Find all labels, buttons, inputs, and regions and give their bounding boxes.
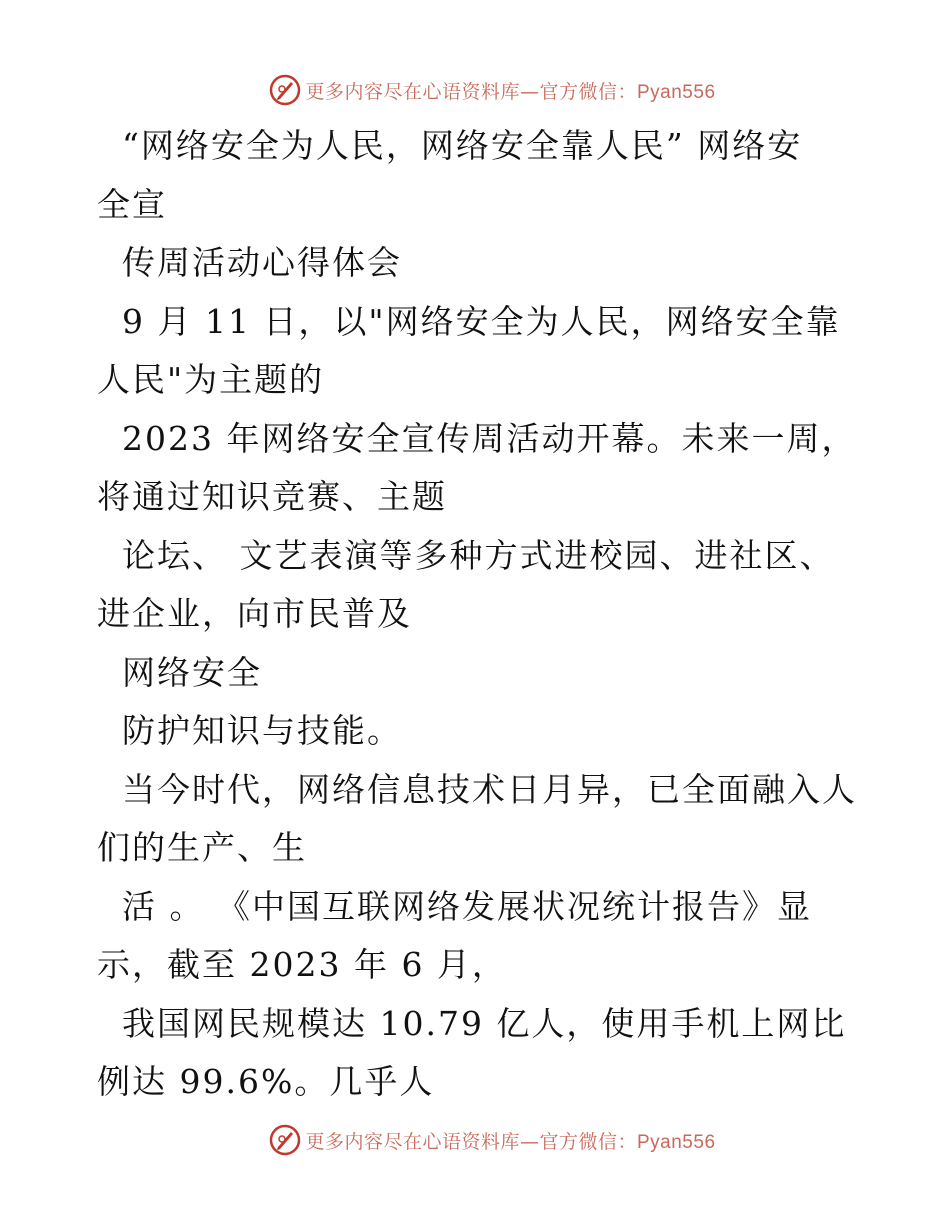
text-line: 9 月 11 日，以"网络安全为人民，网络安全靠: [97, 301, 841, 341]
text-line: 们的生产、生: [97, 828, 307, 867]
text-line: 网络安全: [97, 652, 262, 692]
banner-text: 更多内容尽在心语资料库—官方微信：Pyan556: [305, 1130, 716, 1153]
text-line: 当今时代，网络信息技术日月异，已全面融入人: [97, 769, 857, 809]
text-line: 传周活动心得体会: [97, 243, 402, 282]
text-line: 论坛、 文艺表演等多种方式进校园、进社区、: [97, 535, 835, 575]
text-line: 我国网民规模达 10.79 亿人，使用手机上网比: [97, 1003, 847, 1043]
quill-logo-icon: [269, 1124, 301, 1156]
text-line: 进企业，向市民普及: [97, 594, 412, 633]
quill-logo-icon: [269, 74, 301, 106]
text-line: 全宣: [97, 184, 167, 224]
text-line: 示，截至 2023 年 6 月，: [97, 945, 507, 984]
header-banner: [0, 70, 950, 110]
document-body: [97, 117, 857, 1112]
footer-banner: [0, 1120, 950, 1160]
wechat-id: Pyan556: [637, 81, 716, 103]
text-line: 2023 年网络安全宣传周活动开幕。未来一周，: [97, 418, 857, 458]
text-line: “网络安全为人民，网络安全靠人民” 网络安: [97, 126, 803, 165]
text-line: 人民"为主题的: [97, 360, 325, 399]
text-line: 活 。 《中国互联网络发展状况统计报告》显: [97, 886, 812, 926]
text-line: 防护知识与技能。: [97, 711, 402, 750]
wechat-id: Pyan556: [637, 1131, 716, 1153]
text-line: 将通过知识竞赛、主题: [97, 477, 447, 516]
text-line: 例达 99.6%。几乎人: [97, 1062, 435, 1101]
banner-text: 更多内容尽在心语资料库—官方微信：Pyan556: [305, 80, 716, 103]
